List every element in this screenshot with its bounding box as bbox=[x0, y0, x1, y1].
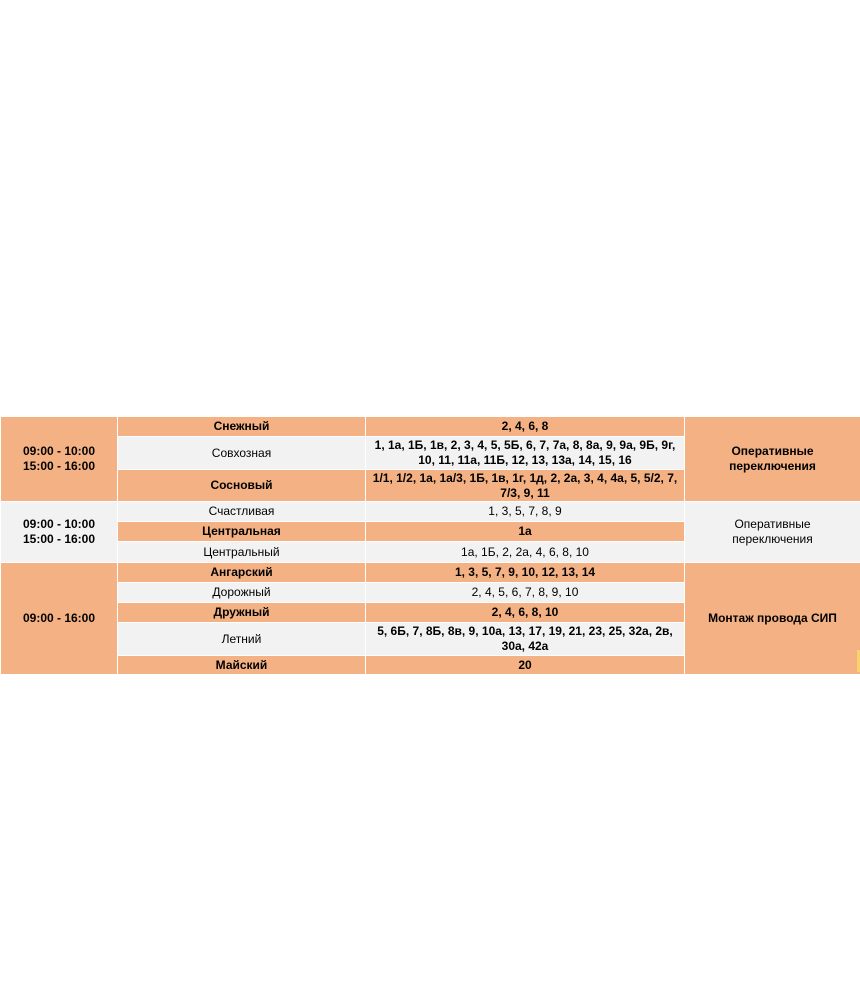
table-row bbox=[1, 502, 860, 522]
work-type-cell bbox=[685, 563, 860, 675]
street-cell: Майский bbox=[118, 656, 366, 675]
outage-schedule-table bbox=[0, 416, 860, 675]
table-row bbox=[1, 417, 860, 437]
work-type-line: Монтаж провода СИП bbox=[708, 611, 837, 625]
time-cell bbox=[1, 417, 118, 502]
street-cell: Ангарский bbox=[118, 563, 366, 583]
houses-cell: 1/1, 1/2, 1а, 1а/3, 1Б, 1в, 1г, 1д, 2, 2а, 3, 4, 4а, 5, 5/2, 7, 7/3, 9, 11 bbox=[366, 470, 685, 502]
houses-cell: 1, 3, 5, 7, 9, 10, 12, 13, 14 bbox=[366, 563, 685, 583]
houses-cell: 2, 4, 6, 8 bbox=[366, 417, 685, 437]
houses-cell: 1, 3, 5, 7, 8, 9 bbox=[366, 502, 685, 522]
street-cell: Дорожный bbox=[118, 583, 366, 603]
time-cell bbox=[1, 502, 118, 563]
time-cell bbox=[1, 563, 118, 675]
time-range: 15:00 - 16:00 bbox=[22, 459, 96, 473]
work-type-line: переключения bbox=[732, 532, 813, 546]
table-row bbox=[1, 563, 860, 583]
time-range: 09:00 - 16:00 bbox=[22, 611, 96, 625]
time-range: 15:00 - 16:00 bbox=[22, 532, 96, 546]
houses-cell: 2, 4, 5, 6, 7, 8, 9, 10 bbox=[366, 583, 685, 603]
houses-cell: 1, 1а, 1Б, 1в, 2, 3, 4, 5, 5Б, 6, 7, 7а, 8, 8а, 9, 9а, 9Б, 9г, 10, 11, 11а, 11Б, 12, 13, 13а, 14, 15, 16 bbox=[366, 437, 685, 470]
houses-cell: 2, 4, 6, 8, 10 bbox=[366, 603, 685, 623]
street-cell: Центральный bbox=[118, 542, 366, 563]
street-cell: Счастливая bbox=[118, 502, 366, 522]
work-type-cell bbox=[685, 502, 860, 563]
work-type-line: Оперативные bbox=[734, 517, 811, 531]
houses-cell: 5, 6Б, 7, 8Б, 8в, 9, 10а, 13, 17, 19, 21, 23, 25, 32а, 2в, 30а, 42а bbox=[366, 623, 685, 656]
time-range: 09:00 - 10:00 bbox=[22, 444, 96, 458]
houses-cell: 1а bbox=[366, 522, 685, 542]
houses-cell: 1а, 1Б, 2, 2а, 4, 6, 8, 10 bbox=[366, 542, 685, 563]
street-cell: Дружный bbox=[118, 603, 366, 623]
houses-cell: 20 bbox=[366, 656, 685, 675]
street-cell: Снежный bbox=[118, 417, 366, 437]
street-cell: Летний bbox=[118, 623, 366, 656]
time-range: 09:00 - 10:00 bbox=[22, 517, 96, 531]
work-type-cell bbox=[685, 417, 860, 502]
work-type-line: Оперативные bbox=[731, 444, 814, 458]
street-cell: Центральная bbox=[118, 522, 366, 542]
street-cell: Совхозная bbox=[118, 437, 366, 470]
work-type-line: переключения bbox=[729, 459, 816, 473]
street-cell: Сосновый bbox=[118, 470, 366, 502]
